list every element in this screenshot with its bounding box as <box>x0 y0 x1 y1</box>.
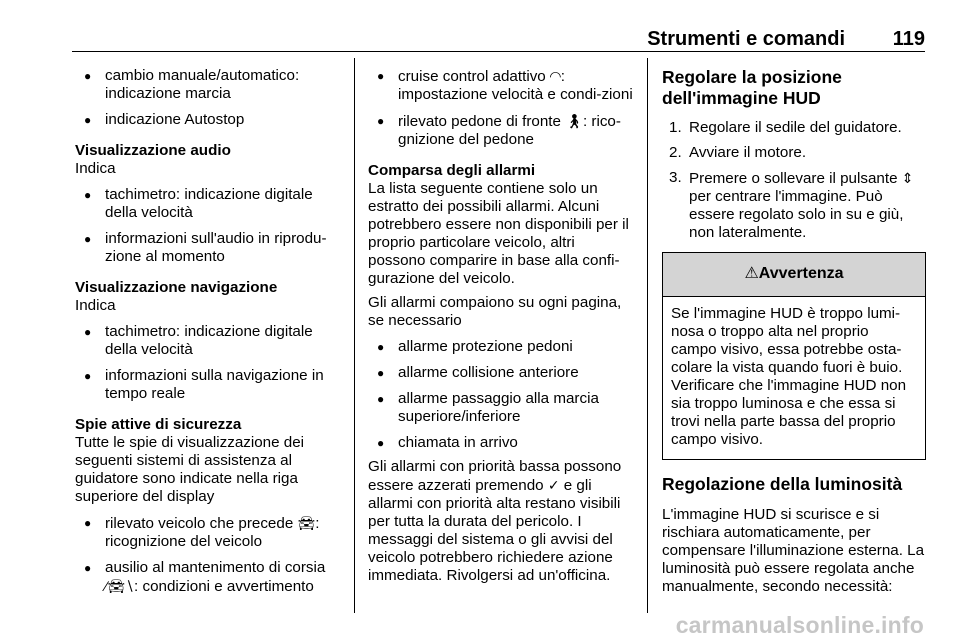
text: per centrare l'immagine. Può essere regolato solo in su e giù, non lateralmente. <box>689 188 904 241</box>
step-number: 3. <box>669 169 682 186</box>
list-item <box>75 559 343 596</box>
text: : impostazione velocità e condi-zioni <box>398 68 633 103</box>
header-title: Strumenti e comandi <box>647 28 845 50</box>
hud-adjust-icon: ⇕ <box>901 170 914 186</box>
warning-text: Se l'immagine HUD è troppo lumi-nosa o troppo alta nel proprio campo visivo, essa potrebbe osta-colare la vista quando fuori è buio. Verificare che l'immagine HUD non sia troppo luminosa e che essa si trovi nella parte bassa del proprio campo visivo. <box>671 305 907 448</box>
list-item <box>368 67 634 104</box>
list-item: ● indicazione Autostop <box>75 111 343 129</box>
column-divider <box>647 58 648 613</box>
paragraph <box>368 458 634 585</box>
text: Avviare il motore. <box>689 144 807 161</box>
text: rilevato pedone di fronte <box>398 113 566 130</box>
text: ausilio al mantenimento di corsia <box>105 559 326 576</box>
column-divider <box>354 58 355 613</box>
list-item: ● informazioni sulla navigazione in tempo reale <box>75 367 343 403</box>
text: Premere o sollevare il pulsante <box>689 170 902 187</box>
text: Regolare il sedile del guidatore. <box>689 119 902 136</box>
list-item <box>662 144 926 162</box>
list-item: ● allarme protezione pedoni <box>368 338 634 356</box>
text: e gli allarmi con priorità alta restano visibili per tutta la durata del pericolo. I messaggi del sistema o gli avvisi del veicolo potrebbero richiedere azione immediata. Rivolgersi ad un'officina. <box>368 477 621 584</box>
page-header <box>72 26 925 54</box>
step-number: 2. <box>669 144 682 161</box>
text: cruise control adattivo <box>398 68 550 85</box>
list-item <box>662 169 926 242</box>
warning-icon: ⚠ <box>744 265 759 282</box>
watermark: carmanualsonline.info <box>675 612 924 638</box>
column-3 <box>662 58 926 596</box>
list-item: ● allarme passaggio alla marcia superiore/inferiore <box>368 390 634 426</box>
paragraph: Indica <box>75 160 116 177</box>
pedestrian-icon: 🚶︎ <box>565 113 583 129</box>
paragraph: La lista seguente contiene solo un estratto dei possibili allarmi. Alcuni potrebbero essere non disponibili per il proprio particolare veicolo, altri possono comparire in base alla confi-gurazione del veicolo. <box>368 180 629 287</box>
paragraph: Tutte le spie di visualizzazione dei seguenti sistemi di assistenza al guidatore sono indicate nella riga superiore del display <box>75 434 305 505</box>
list-item: ● chiamata in arrivo <box>368 434 634 452</box>
section-title: Visualizzazione audio <box>75 142 231 159</box>
warning-box <box>662 252 926 460</box>
section-heading: Regolazione della luminosità <box>662 474 903 494</box>
step-number: 1. <box>669 119 682 136</box>
section-title: Spie attive di sicurezza <box>75 416 242 433</box>
section-title: Comparsa degli allarmi <box>368 162 536 179</box>
section-title: Visualizzazione navigazione <box>75 279 278 296</box>
list-item <box>662 119 926 137</box>
list-item <box>368 112 634 149</box>
text: : condizioni e avvertimento <box>134 578 314 595</box>
page-number: 119 <box>892 28 925 50</box>
text: Gli allarmi con priorità bassa possono essere azzerati premendo <box>368 458 622 494</box>
list-item <box>75 514 343 551</box>
list-item: ● informazioni sull'audio in riprodu-zione al momento <box>75 230 343 266</box>
list-item: ● tachimetro: indicazione digitale della velocità <box>75 323 343 359</box>
vehicle-ahead-icon: 🚘︎ <box>297 515 316 531</box>
paragraph: Indica <box>75 297 116 314</box>
paragraph: Gli allarmi compaiono su ogni pagina, se necessario <box>368 294 622 329</box>
warning-title: Avvertenza <box>758 265 844 282</box>
list-item: ● allarme collisione anteriore <box>368 364 634 382</box>
adaptive-cruise-icon: ◜◝ <box>549 68 561 84</box>
list-item: ● cambio manuale/automatico: indicazione marcia <box>75 67 343 103</box>
list-item: ● tachimetro: indicazione digitale della velocità <box>75 186 343 222</box>
section-heading: Regolare la posizione dell'immagine HUD <box>662 67 842 108</box>
text: rilevato veicolo che precede <box>105 515 298 532</box>
text: : ricognizione del veicolo <box>105 515 320 550</box>
column-2 <box>368 58 634 585</box>
checkmark-icon: ✓ <box>547 477 560 493</box>
paragraph: L'immagine HUD si scurisce e si rischiara automaticamente, per compensare l'illuminazione esterna. La luminosità può essere regolata anche manualmente, secondo necessità: <box>662 506 925 595</box>
text: : rico-gnizione del pedone <box>398 113 621 148</box>
column-1 <box>75 58 343 596</box>
lane-keep-icon: ∕🚘︎∖ <box>105 578 135 594</box>
warning-header <box>663 253 925 297</box>
header-rule <box>72 51 925 52</box>
